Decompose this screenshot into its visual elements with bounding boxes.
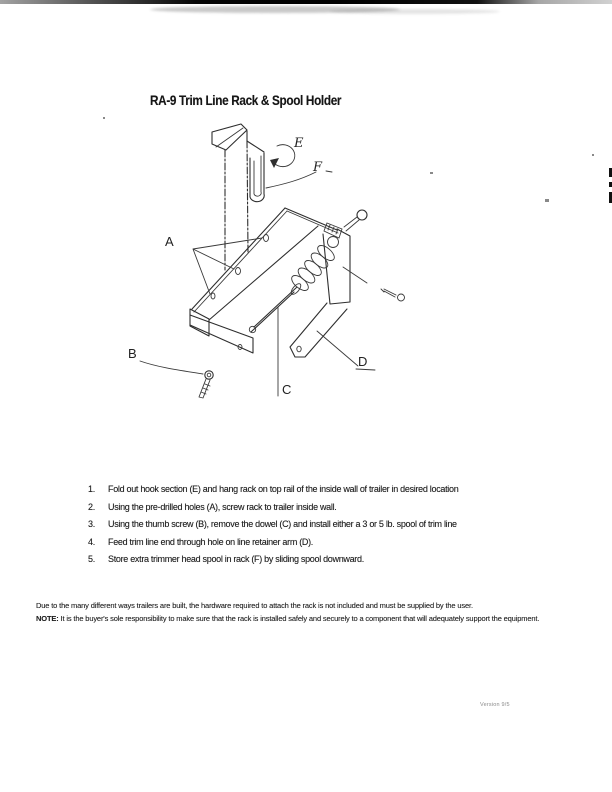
scan-speck (545, 199, 549, 202)
label-b: B (128, 346, 137, 361)
version-label: Version 9/5 (480, 702, 510, 708)
hanger-bar-drawing (225, 131, 248, 270)
note-text: It is the buyer's sole responsibility to make sure that the rack is installed safely and securely to a component that will adequately support the equipment. (60, 613, 540, 623)
page-title: RA-9 Trim Line Rack & Spool Holder (150, 92, 342, 108)
fold-arrow-icon (270, 145, 295, 168)
thumb-screw-b-drawing (199, 371, 213, 398)
instruction-text: Using the pre-drilled holes (A), screw rack to trailer inside wall. (108, 501, 337, 512)
instruction-number: 4. (88, 536, 95, 547)
rack-tray-drawing (190, 208, 338, 353)
instruction-number: 2. (88, 501, 95, 512)
rack-diagram (125, 115, 445, 410)
instruction-item (88, 485, 538, 495)
footer-notes (36, 600, 581, 625)
label-a: A (165, 234, 174, 249)
note-line (36, 613, 581, 626)
instruction-item (88, 520, 538, 530)
label-e: E (294, 136, 304, 151)
mounting-pin-drawing (343, 267, 405, 301)
scan-speck (592, 154, 594, 156)
hardware-disclaimer: Due to the many different ways trailers are built, the hardware required to attach the rack is not included and must be supplied by the user. (36, 601, 473, 610)
note-label: NOTE: (36, 613, 59, 623)
instruction-item (88, 538, 538, 548)
instruction-text: Store extra trimmer head spool in rack (F) by sliding spool downward. (108, 554, 364, 564)
label-c: C (282, 382, 292, 397)
spool-drawing (289, 237, 338, 296)
scan-speck (103, 117, 105, 119)
instruction-number: 3. (88, 519, 95, 529)
instruction-item (88, 503, 538, 513)
instruction-number: 1. (88, 484, 95, 494)
label-f: F (313, 160, 323, 175)
instruction-number: 5. (88, 554, 95, 564)
instruction-text: Using the thumb screw (B), remove the dowel (C) and install either a 3 or 5 lb. spool of trim line (108, 519, 457, 529)
label-d: D (358, 354, 368, 369)
instruction-item (88, 555, 538, 565)
instruction-text: Fold out hook section (E) and hang rack on top rail of the inside wall of trailer in desired location (108, 484, 459, 494)
dowel-rod-drawing (249, 287, 297, 333)
callout-leader-lines (140, 171, 375, 396)
spool-slot-drawing (247, 141, 264, 202)
part-label-letters (128, 136, 367, 397)
scan-smudge (330, 9, 500, 14)
instruction-list (88, 485, 538, 573)
instruction-text: Feed trim line end through hole on line retainer arm (D). (108, 536, 314, 547)
scan-edge-artifact-top (0, 0, 612, 4)
hook-section-drawing (212, 124, 247, 150)
